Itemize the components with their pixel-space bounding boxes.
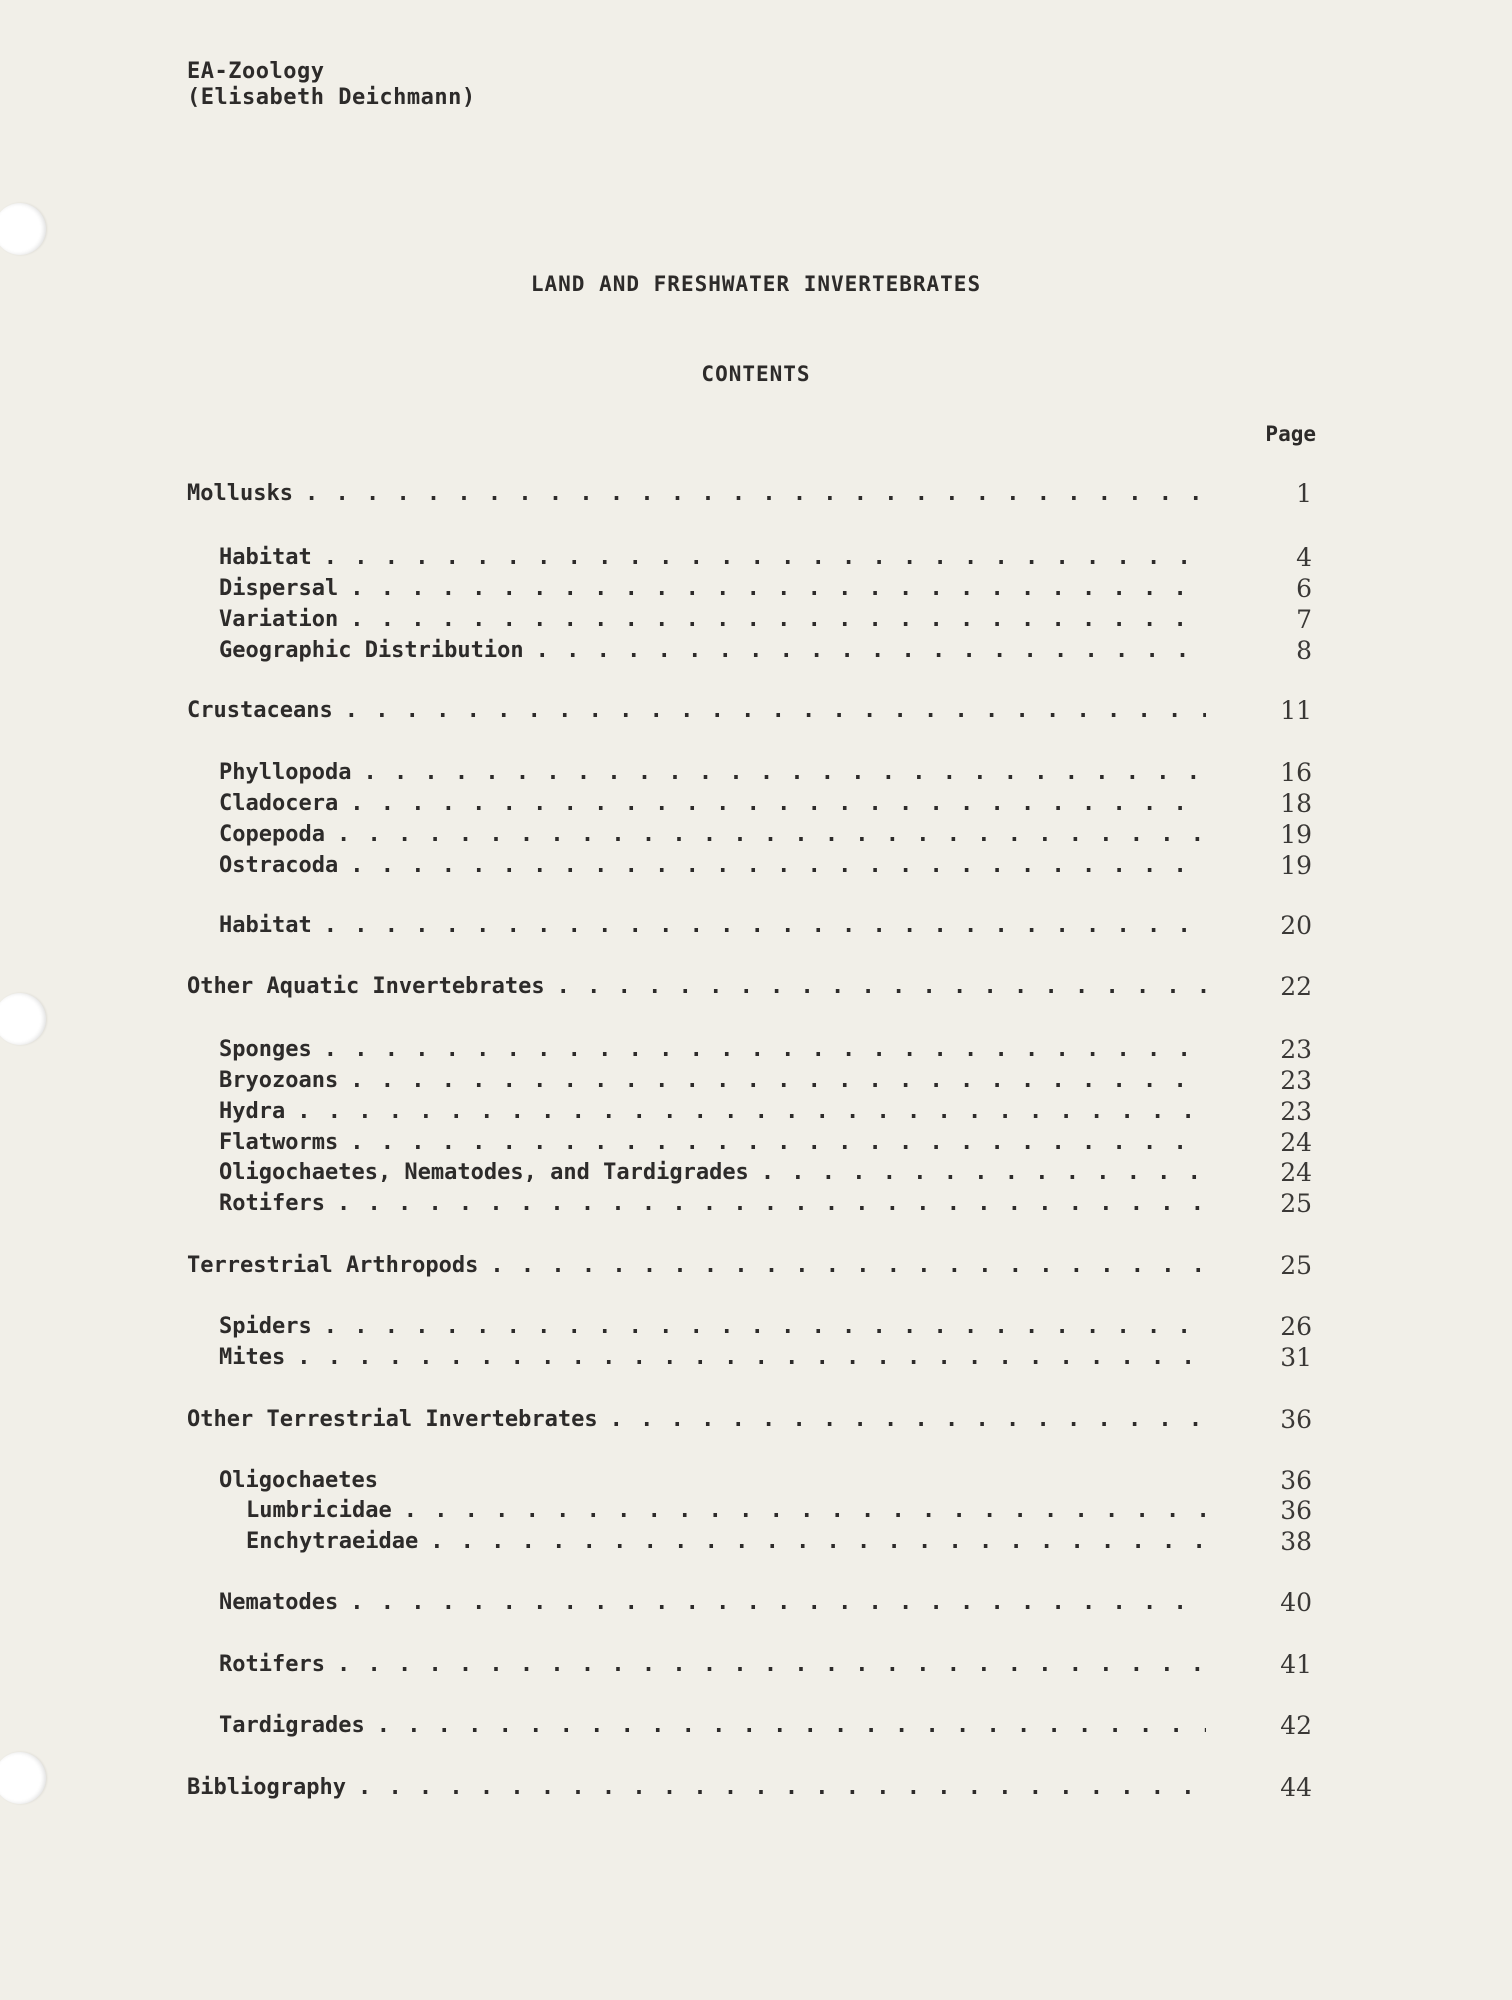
toc-entry-title: Ostracoda bbox=[219, 853, 339, 878]
leader-dots bbox=[392, 1496, 1206, 1526]
toc-entry-title: Nematodes bbox=[219, 1590, 339, 1615]
toc-entry-page: 6 bbox=[1296, 574, 1312, 603]
toc-entry-title: Other Terrestrial Invertebrates bbox=[187, 1407, 598, 1432]
toc-entry bbox=[0, 1711, 1512, 1741]
toc-entry bbox=[0, 1097, 1512, 1127]
toc-entry-page: 24 bbox=[1280, 1158, 1312, 1187]
toc-entry bbox=[0, 1035, 1512, 1065]
toc-entry-page: 42 bbox=[1280, 1711, 1312, 1740]
toc-entry-title: Bibliography bbox=[187, 1775, 346, 1800]
toc-entry bbox=[0, 1496, 1512, 1526]
toc-entry-page: 38 bbox=[1280, 1527, 1312, 1556]
toc-entry bbox=[0, 851, 1512, 881]
toc-entry-page: 24 bbox=[1280, 1128, 1312, 1157]
toc-entry-page: 1 bbox=[1296, 479, 1312, 508]
toc-entry bbox=[0, 636, 1512, 666]
toc-entry bbox=[0, 1405, 1512, 1435]
leader-dots bbox=[338, 605, 1206, 635]
toc-entry bbox=[0, 574, 1512, 604]
toc-entry-title: Bryozoans bbox=[219, 1068, 339, 1093]
toc-entry-page: 25 bbox=[1280, 1251, 1312, 1280]
toc-entry bbox=[0, 758, 1512, 788]
toc-entry bbox=[0, 605, 1512, 635]
toc-entry bbox=[0, 696, 1512, 726]
toc-entry-title: Spiders bbox=[219, 1314, 312, 1339]
toc-entry bbox=[0, 479, 1512, 509]
toc-entry-title: Variation bbox=[219, 607, 339, 632]
toc-entry-title: Cladocera bbox=[219, 791, 339, 816]
leader-dots bbox=[293, 479, 1206, 509]
toc-entry bbox=[0, 1066, 1512, 1096]
leader-dots bbox=[312, 911, 1206, 941]
toc-entry-page: 22 bbox=[1280, 972, 1312, 1001]
leader-dots bbox=[478, 1251, 1206, 1281]
toc-entry-page: 20 bbox=[1280, 911, 1312, 940]
contents-heading: CONTENTS bbox=[701, 362, 811, 386]
toc-entry-page: 36 bbox=[1280, 1496, 1312, 1525]
toc-entry bbox=[0, 543, 1512, 573]
toc-entry-title: Mollusks bbox=[187, 481, 293, 506]
leader-dots bbox=[338, 574, 1206, 604]
leader-dots bbox=[312, 543, 1206, 573]
toc-entry-page: 31 bbox=[1280, 1343, 1312, 1372]
toc-entry-page: 36 bbox=[1280, 1405, 1312, 1434]
toc-entry-page: 25 bbox=[1280, 1189, 1312, 1218]
leader-dots bbox=[338, 789, 1206, 819]
leader-dots bbox=[333, 696, 1206, 726]
leader-dots bbox=[312, 1312, 1206, 1342]
toc-entry-page: 41 bbox=[1280, 1650, 1312, 1679]
leader-dots bbox=[325, 1650, 1206, 1680]
department-label: EA-Zoology bbox=[187, 59, 325, 84]
toc-entry bbox=[0, 1158, 1512, 1188]
toc-entry bbox=[0, 1773, 1512, 1803]
leader-dots bbox=[338, 1066, 1206, 1096]
toc-entry-page: 4 bbox=[1296, 543, 1312, 572]
toc-entry-title: Tardigrades bbox=[219, 1713, 365, 1738]
toc-entry-title: Habitat bbox=[219, 545, 312, 570]
toc-entry-title: Copepoda bbox=[219, 822, 325, 847]
toc-entry-page: 19 bbox=[1280, 851, 1312, 880]
toc-entry-title: Lumbricidae bbox=[246, 1498, 392, 1523]
leader-dots bbox=[312, 1035, 1206, 1065]
leader-dots bbox=[346, 1773, 1206, 1803]
toc-entry bbox=[0, 1650, 1512, 1680]
toc-entry-page: 40 bbox=[1280, 1588, 1312, 1617]
toc-entry bbox=[0, 789, 1512, 819]
leader-dots bbox=[325, 1189, 1206, 1219]
toc-entry bbox=[0, 1343, 1512, 1373]
leader-dots bbox=[338, 1588, 1206, 1618]
toc-entry bbox=[0, 1527, 1512, 1557]
toc-entry-page: 26 bbox=[1280, 1312, 1312, 1341]
leader-dots bbox=[598, 1405, 1206, 1435]
leader-dots bbox=[285, 1097, 1206, 1127]
toc-entry-page: 7 bbox=[1296, 605, 1312, 634]
toc-entry-title: Hydra bbox=[219, 1099, 286, 1124]
leader-dots bbox=[545, 972, 1206, 1002]
toc-entry-title: Other Aquatic Invertebrates bbox=[187, 974, 545, 999]
toc-entry-title: Phyllopoda bbox=[219, 760, 352, 785]
toc-entry-title: Terrestrial Arthropods bbox=[187, 1253, 479, 1278]
toc-entry-page: 23 bbox=[1280, 1097, 1312, 1126]
toc-entry-page: 18 bbox=[1280, 789, 1312, 818]
toc-entry bbox=[0, 1588, 1512, 1618]
toc-entry bbox=[0, 1251, 1512, 1281]
leader-dots bbox=[351, 758, 1206, 788]
toc-entry-page: 44 bbox=[1280, 1773, 1312, 1802]
toc-entry-page: 11 bbox=[1280, 696, 1312, 725]
leader-dots bbox=[338, 1128, 1206, 1158]
toc-entry-title: Geographic Distribution bbox=[219, 638, 524, 663]
document-title: LAND AND FRESHWATER INVERTEBRATES bbox=[530, 272, 982, 296]
toc-entry bbox=[0, 1312, 1512, 1342]
toc-entry-title: Oligochaetes bbox=[219, 1468, 378, 1493]
leader-dots bbox=[524, 636, 1206, 666]
toc-entry-title: Crustaceans bbox=[187, 698, 333, 723]
page-column-heading: Page bbox=[1265, 422, 1316, 446]
toc-entry-page: 23 bbox=[1280, 1066, 1312, 1095]
leader-dots bbox=[285, 1343, 1206, 1373]
toc-entry-title: Mites bbox=[219, 1345, 286, 1370]
leader-dots bbox=[325, 820, 1206, 850]
leader-dots bbox=[418, 1527, 1206, 1557]
toc-entry bbox=[0, 911, 1512, 941]
toc-entry-page: 16 bbox=[1280, 758, 1312, 787]
toc-entry-title: Enchytraeidae bbox=[246, 1529, 419, 1554]
toc-entry-title: Flatworms bbox=[219, 1130, 339, 1155]
author-label: (Elisabeth Deichmann) bbox=[187, 85, 476, 110]
toc-entry bbox=[0, 1189, 1512, 1219]
toc-entry-title: Habitat bbox=[219, 913, 312, 938]
toc-entry bbox=[0, 972, 1512, 1002]
toc-entry-page: 23 bbox=[1280, 1035, 1312, 1064]
leader-dots bbox=[365, 1711, 1206, 1741]
toc-entry bbox=[0, 1466, 1512, 1496]
toc-entry-page: 36 bbox=[1280, 1466, 1312, 1495]
leader-dots bbox=[749, 1158, 1206, 1188]
toc-entry-title: Oligochaetes, Nematodes, and Tardigrades bbox=[219, 1160, 749, 1185]
toc-entry-page: 19 bbox=[1280, 820, 1312, 849]
toc-entry-page: 8 bbox=[1296, 636, 1312, 665]
toc-entry bbox=[0, 1128, 1512, 1158]
toc-entry-title: Rotifers bbox=[219, 1191, 325, 1216]
toc-entry-title: Dispersal bbox=[219, 576, 339, 601]
toc-entry-title: Sponges bbox=[219, 1037, 312, 1062]
toc-entry-title: Rotifers bbox=[219, 1652, 325, 1677]
punch-hole bbox=[0, 203, 46, 255]
leader-dots bbox=[338, 851, 1206, 881]
toc-entry bbox=[0, 820, 1512, 850]
